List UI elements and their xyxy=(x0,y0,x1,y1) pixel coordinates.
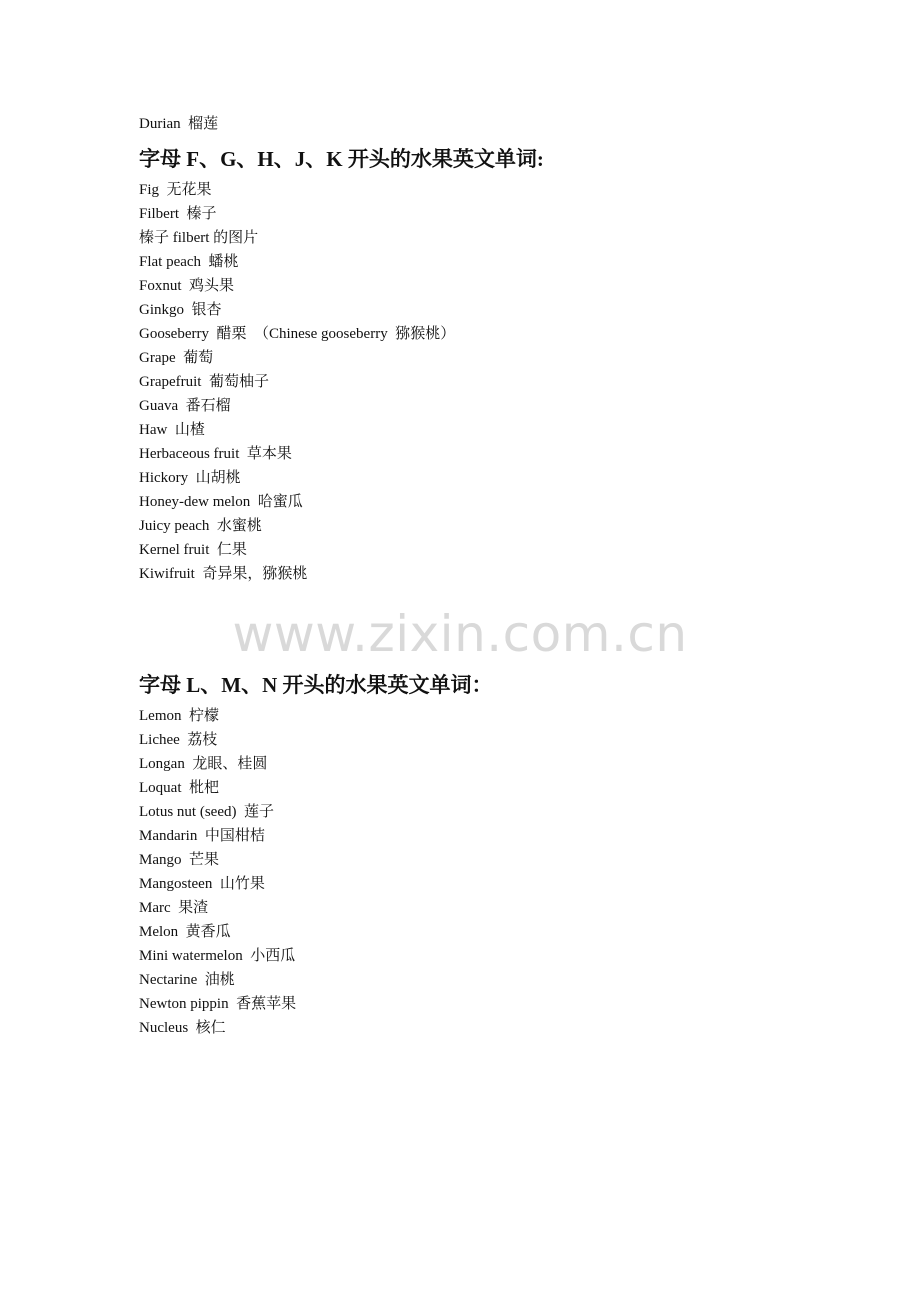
list-item: Lichee 荔枝 xyxy=(139,732,218,748)
list-item: Lotus nut (seed) 莲子 xyxy=(139,804,274,820)
list-item: Marc 果渣 xyxy=(139,900,209,916)
intro-line: Durian 榴莲 xyxy=(139,116,219,132)
list-item: Mangosteen 山竹果 xyxy=(139,876,265,892)
watermark: www.zixin.com.cn xyxy=(232,605,688,663)
list-item: 榛子 filbert 的图片 xyxy=(139,230,259,246)
fruit-list-fghjk xyxy=(139,178,839,586)
list-item: Flat peach 蟠桃 xyxy=(139,254,239,270)
section-heading-fghjk: 字母 F、G、H、J、K 开头的水果英文单词: xyxy=(139,147,544,171)
list-item: Ginkgo 银杏 xyxy=(139,302,222,318)
list-item: Grapefruit 葡萄柚子 xyxy=(139,374,269,390)
list-item: Mini watermelon 小西瓜 xyxy=(139,948,296,964)
list-item: Newton pippin 香蕉苹果 xyxy=(139,996,297,1012)
document-content xyxy=(139,112,839,1040)
list-item: Nucleus 核仁 xyxy=(139,1020,226,1036)
list-item: Mandarin 中国柑桔 xyxy=(139,828,265,844)
list-item: Mango 芒果 xyxy=(139,852,219,868)
list-item: Hickory 山胡桃 xyxy=(139,470,241,486)
list-item: Loquat 枇杷 xyxy=(139,780,219,796)
list-item: Filbert 榛子 xyxy=(139,206,217,222)
list-item: Longan 龙眼、桂圆 xyxy=(139,756,268,772)
list-item: Guava 番石榴 xyxy=(139,398,231,414)
list-item: Grape 葡萄 xyxy=(139,350,214,366)
list-item: Kernel fruit 仁果 xyxy=(139,542,247,558)
list-item: Haw 山楂 xyxy=(139,422,205,438)
list-item: Lemon 柠檬 xyxy=(139,708,219,724)
fruit-list-lmn xyxy=(139,704,839,1040)
list-item: Melon 黄香瓜 xyxy=(139,924,231,940)
list-item: Honey-dew melon 哈蜜瓜 xyxy=(139,494,303,510)
section-heading-lmn: 字母 L、M、N 开头的水果英文单词： xyxy=(139,673,493,697)
list-item: Kiwifruit 奇异果，猕猴桃 xyxy=(139,566,308,582)
list-item: Foxnut 鸡头果 xyxy=(139,278,235,294)
list-item: Nectarine 油桃 xyxy=(139,972,235,988)
section-gap xyxy=(139,586,839,670)
list-item: Gooseberry 醋栗 （Chinese gooseberry 猕猴桃） xyxy=(139,326,456,342)
list-item: Juicy peach 水蜜桃 xyxy=(139,518,262,534)
list-item: Herbaceous fruit 草本果 xyxy=(139,446,292,462)
list-item: Fig 无花果 xyxy=(139,182,212,198)
